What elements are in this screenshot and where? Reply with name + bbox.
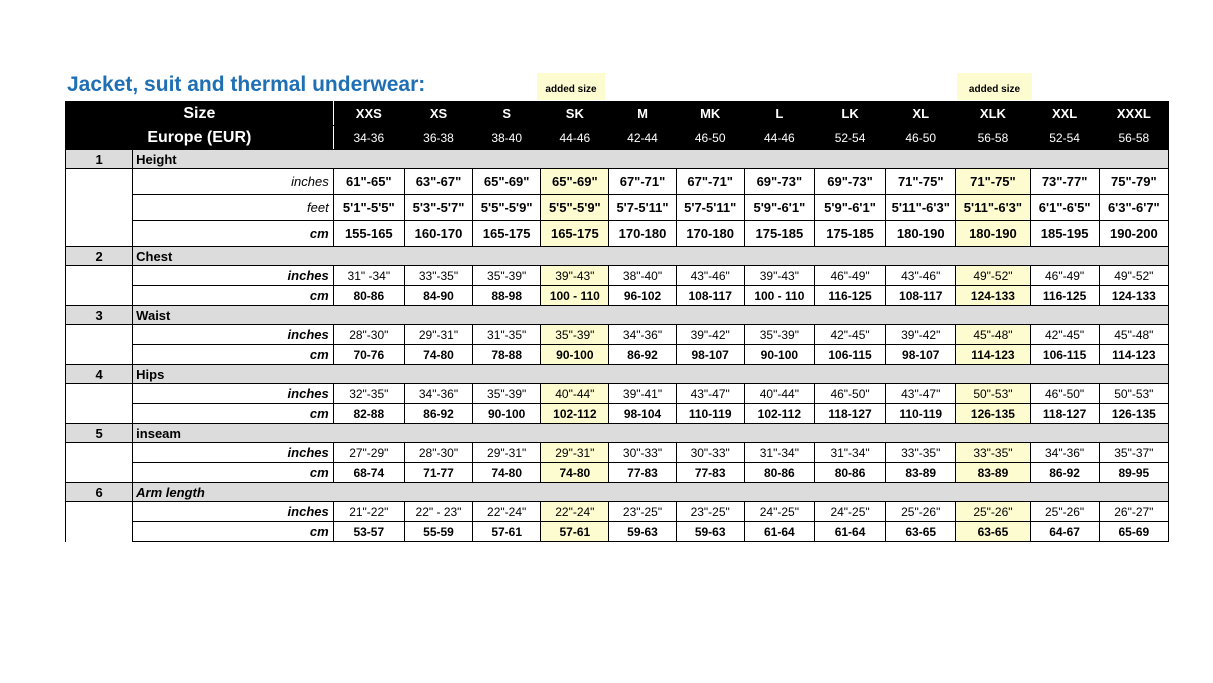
value-cell: 23"-25" xyxy=(676,502,744,522)
unit-label: inches xyxy=(133,266,334,286)
value-cell: 74-80 xyxy=(404,345,472,365)
value-cell: 83-89 xyxy=(886,463,956,483)
value-cell: 126-135 xyxy=(1099,404,1168,424)
eur-size-xxxl: 56-58 xyxy=(1099,126,1168,150)
value-cell: 45"-48" xyxy=(956,325,1030,345)
value-cell: 175-185 xyxy=(814,221,885,247)
size-xxxl: XXXL xyxy=(1099,102,1168,126)
value-cell: 63-65 xyxy=(956,522,1030,542)
unit-label: inches xyxy=(133,169,334,195)
size-header-label: Size xyxy=(66,102,334,126)
value-cell: 25"-26" xyxy=(886,502,956,522)
value-cell: 74-80 xyxy=(473,463,541,483)
value-cell: 5'3"-5'7" xyxy=(404,195,472,221)
value-cell: 114-123 xyxy=(956,345,1030,365)
value-cell: 63-65 xyxy=(886,522,956,542)
europe-header-label: Europe (EUR) xyxy=(66,126,334,150)
eur-size-mk: 46-50 xyxy=(676,126,744,150)
value-cell: 84-90 xyxy=(404,286,472,306)
value-cell: 102-112 xyxy=(744,404,814,424)
section-header-row xyxy=(66,150,1169,169)
value-cell: 5'11"-6'3" xyxy=(956,195,1030,221)
value-cell: 42"-45" xyxy=(1030,325,1099,345)
section-name: Waist xyxy=(133,306,1169,325)
unit-label: cm xyxy=(133,404,334,424)
value-cell: 67"-71" xyxy=(676,169,744,195)
value-cell: 29"-31" xyxy=(473,443,541,463)
row-number-blank xyxy=(66,325,133,345)
value-cell: 90-100 xyxy=(473,404,541,424)
value-cell: 90-100 xyxy=(541,345,609,365)
value-cell: 82-88 xyxy=(333,404,404,424)
table-row xyxy=(66,463,1169,483)
unit-label: cm xyxy=(133,286,334,306)
added-size-label-sk: added size xyxy=(537,73,605,100)
table-row xyxy=(66,286,1169,306)
table-row xyxy=(66,169,1169,195)
value-cell: 5'9"-6'1" xyxy=(814,195,885,221)
value-cell: 55-59 xyxy=(404,522,472,542)
value-cell: 24"-25" xyxy=(814,502,885,522)
value-cell: 23"-25" xyxy=(609,502,676,522)
value-cell: 116-125 xyxy=(814,286,885,306)
value-cell: 22" - 23" xyxy=(404,502,472,522)
value-cell: 25"-26" xyxy=(1030,502,1099,522)
added-size-label-xlk: added size xyxy=(957,73,1032,100)
value-cell: 31"-34" xyxy=(744,443,814,463)
value-cell: 59-63 xyxy=(676,522,744,542)
value-cell: 69"-73" xyxy=(814,169,885,195)
value-cell: 106-115 xyxy=(814,345,885,365)
value-cell: 190-200 xyxy=(1099,221,1168,247)
table-row xyxy=(66,384,1169,404)
row-number-blank xyxy=(66,404,133,424)
table-row xyxy=(66,502,1169,522)
value-cell: 90-100 xyxy=(744,345,814,365)
table-row xyxy=(66,443,1169,463)
value-cell: 22"-24" xyxy=(473,502,541,522)
value-cell: 98-107 xyxy=(676,345,744,365)
value-cell: 57-61 xyxy=(473,522,541,542)
value-cell: 5'7-5'11" xyxy=(676,195,744,221)
row-number-blank xyxy=(66,169,133,195)
size-xs: XS xyxy=(404,102,472,126)
value-cell: 98-107 xyxy=(886,345,956,365)
value-cell: 46"-49" xyxy=(1030,266,1099,286)
value-cell: 33"-35" xyxy=(956,443,1030,463)
value-cell: 106-115 xyxy=(1030,345,1099,365)
row-number-blank xyxy=(66,384,133,404)
eur-size-xlk: 56-58 xyxy=(956,126,1030,150)
value-cell: 39"-42" xyxy=(676,325,744,345)
value-cell: 61"-65" xyxy=(333,169,404,195)
value-cell: 116-125 xyxy=(1030,286,1099,306)
unit-label: cm xyxy=(133,221,334,247)
value-cell: 86-92 xyxy=(609,345,676,365)
value-cell: 70-76 xyxy=(333,345,404,365)
value-cell: 43"-47" xyxy=(676,384,744,404)
value-cell: 175-185 xyxy=(744,221,814,247)
value-cell: 45"-48" xyxy=(1099,325,1168,345)
value-cell: 6'3"-6'7" xyxy=(1099,195,1168,221)
size-xl: XL xyxy=(886,102,956,126)
table-row xyxy=(66,195,1169,221)
eur-size-lk: 52-54 xyxy=(814,126,885,150)
row-number-blank xyxy=(66,195,133,221)
value-cell: 35"-39" xyxy=(473,266,541,286)
value-cell: 49"-52" xyxy=(956,266,1030,286)
value-cell: 83-89 xyxy=(956,463,1030,483)
value-cell: 65"-69" xyxy=(473,169,541,195)
value-cell: 165-175 xyxy=(541,221,609,247)
value-cell: 89-95 xyxy=(1099,463,1168,483)
value-cell: 46"-49" xyxy=(814,266,885,286)
value-cell: 65"-69" xyxy=(541,169,609,195)
size-m: M xyxy=(609,102,676,126)
value-cell: 74-80 xyxy=(541,463,609,483)
row-number-blank xyxy=(66,345,133,365)
value-cell: 33"-35" xyxy=(404,266,472,286)
value-cell: 77-83 xyxy=(609,463,676,483)
value-cell: 71"-75" xyxy=(956,169,1030,195)
value-cell: 21"-22" xyxy=(333,502,404,522)
value-cell: 57-61 xyxy=(541,522,609,542)
row-number-blank xyxy=(66,502,133,522)
size-mk: MK xyxy=(676,102,744,126)
table-row xyxy=(66,325,1169,345)
value-cell: 35"-39" xyxy=(744,325,814,345)
value-cell: 24"-25" xyxy=(744,502,814,522)
value-cell: 25"-26" xyxy=(956,502,1030,522)
eur-size-xxs: 34-36 xyxy=(333,126,404,150)
value-cell: 96-102 xyxy=(609,286,676,306)
value-cell: 108-117 xyxy=(886,286,956,306)
value-cell: 31" -34" xyxy=(333,266,404,286)
value-cell: 50"-53" xyxy=(956,384,1030,404)
value-cell: 39"-43" xyxy=(541,266,609,286)
value-cell: 110-119 xyxy=(676,404,744,424)
row-number-blank xyxy=(66,286,133,306)
section-number: 2 xyxy=(66,247,133,266)
value-cell: 39"-41" xyxy=(609,384,676,404)
section-header-row xyxy=(66,424,1169,443)
value-cell: 110-119 xyxy=(886,404,956,424)
table-row xyxy=(66,345,1169,365)
row-number-blank xyxy=(66,221,133,247)
value-cell: 65-69 xyxy=(1099,522,1168,542)
value-cell: 29"-31" xyxy=(541,443,609,463)
value-cell: 43"-46" xyxy=(886,266,956,286)
section-number: 5 xyxy=(66,424,133,443)
section-number: 4 xyxy=(66,365,133,384)
value-cell: 77-83 xyxy=(676,463,744,483)
size-l: L xyxy=(744,102,814,126)
value-cell: 165-175 xyxy=(473,221,541,247)
eur-size-m: 42-44 xyxy=(609,126,676,150)
unit-label: inches xyxy=(133,384,334,404)
value-cell: 71-77 xyxy=(404,463,472,483)
value-cell: 43"-47" xyxy=(886,384,956,404)
value-cell: 6'1"-6'5" xyxy=(1030,195,1099,221)
row-number-blank xyxy=(66,266,133,286)
value-cell: 86-92 xyxy=(404,404,472,424)
table-row xyxy=(66,221,1169,247)
value-cell: 100 - 110 xyxy=(744,286,814,306)
value-cell: 180-190 xyxy=(886,221,956,247)
value-cell: 31"-35" xyxy=(473,325,541,345)
eur-size-xs: 36-38 xyxy=(404,126,472,150)
size-header-row xyxy=(66,102,1169,126)
unit-label: inches xyxy=(133,443,334,463)
europe-header-row xyxy=(66,126,1169,150)
value-cell: 38"-40" xyxy=(609,266,676,286)
value-cell: 30"-33" xyxy=(676,443,744,463)
section-header-row xyxy=(66,365,1169,384)
value-cell: 5'5"-5'9" xyxy=(473,195,541,221)
value-cell: 34"-36" xyxy=(404,384,472,404)
value-cell: 5'1"-5'5" xyxy=(333,195,404,221)
value-cell: 71"-75" xyxy=(886,169,956,195)
section-name: Chest xyxy=(133,247,1169,266)
value-cell: 5'11"-6'3" xyxy=(886,195,956,221)
unit-label: cm xyxy=(133,522,334,542)
size-lk: LK xyxy=(814,102,885,126)
value-cell: 69"-73" xyxy=(744,169,814,195)
value-cell: 32"-35" xyxy=(333,384,404,404)
value-cell: 170-180 xyxy=(676,221,744,247)
value-cell: 98-104 xyxy=(609,404,676,424)
value-cell: 170-180 xyxy=(609,221,676,247)
table-row xyxy=(66,266,1169,286)
value-cell: 80-86 xyxy=(744,463,814,483)
unit-label: cm xyxy=(133,463,334,483)
unit-label: feet xyxy=(133,195,334,221)
row-number-blank xyxy=(66,443,133,463)
unit-label: cm xyxy=(133,345,334,365)
value-cell: 185-195 xyxy=(1030,221,1099,247)
value-cell: 5'7-5'11" xyxy=(609,195,676,221)
row-number-blank xyxy=(66,463,133,483)
unit-label: inches xyxy=(133,325,334,345)
value-cell: 40"-44" xyxy=(744,384,814,404)
value-cell: 46"-50" xyxy=(814,384,885,404)
size-chart-table xyxy=(65,101,1169,542)
section-number: 6 xyxy=(66,483,133,502)
value-cell: 26"-27" xyxy=(1099,502,1168,522)
value-cell: 114-123 xyxy=(1099,345,1168,365)
value-cell: 5'9"-6'1" xyxy=(744,195,814,221)
eur-size-xxl: 52-54 xyxy=(1030,126,1099,150)
section-number: 3 xyxy=(66,306,133,325)
size-sk: SK xyxy=(541,102,609,126)
section-header-row xyxy=(66,247,1169,266)
value-cell: 29"-31" xyxy=(404,325,472,345)
value-cell: 80-86 xyxy=(333,286,404,306)
value-cell: 39"-42" xyxy=(886,325,956,345)
eur-size-sk: 44-46 xyxy=(541,126,609,150)
section-name: Hips xyxy=(133,365,1169,384)
size-xxl: XXL xyxy=(1030,102,1099,126)
size-s: S xyxy=(473,102,541,126)
value-cell: 31"-34" xyxy=(814,443,885,463)
value-cell: 61-64 xyxy=(744,522,814,542)
value-cell: 50"-53" xyxy=(1099,384,1168,404)
value-cell: 63"-67" xyxy=(404,169,472,195)
value-cell: 108-117 xyxy=(676,286,744,306)
value-cell: 49"-52" xyxy=(1099,266,1168,286)
value-cell: 64-67 xyxy=(1030,522,1099,542)
value-cell: 68-74 xyxy=(333,463,404,483)
value-cell: 42"-45" xyxy=(814,325,885,345)
value-cell: 180-190 xyxy=(956,221,1030,247)
value-cell: 67"-71" xyxy=(609,169,676,195)
table-row xyxy=(66,522,1169,542)
value-cell: 34"-36" xyxy=(1030,443,1099,463)
value-cell: 5'5"-5'9" xyxy=(541,195,609,221)
size-xlk: XLK xyxy=(956,102,1030,126)
row-number-blank xyxy=(66,522,133,542)
section-header-row xyxy=(66,483,1169,502)
value-cell: 75"-79" xyxy=(1099,169,1168,195)
value-cell: 27"-29" xyxy=(333,443,404,463)
page-title: Jacket, suit and thermal underwear: xyxy=(67,73,426,96)
table-row xyxy=(66,404,1169,424)
size-xxs: XXS xyxy=(333,102,404,126)
value-cell: 59-63 xyxy=(609,522,676,542)
value-cell: 118-127 xyxy=(1030,404,1099,424)
value-cell: 124-133 xyxy=(956,286,1030,306)
value-cell: 28"-30" xyxy=(333,325,404,345)
value-cell: 100 - 110 xyxy=(541,286,609,306)
value-cell: 126-135 xyxy=(956,404,1030,424)
value-cell: 35"-39" xyxy=(473,384,541,404)
value-cell: 118-127 xyxy=(814,404,885,424)
section-header-row xyxy=(66,306,1169,325)
value-cell: 88-98 xyxy=(473,286,541,306)
value-cell: 61-64 xyxy=(814,522,885,542)
value-cell: 35"-37" xyxy=(1099,443,1168,463)
value-cell: 30"-33" xyxy=(609,443,676,463)
value-cell: 124-133 xyxy=(1099,286,1168,306)
value-cell: 22"-24" xyxy=(541,502,609,522)
eur-size-s: 38-40 xyxy=(473,126,541,150)
eur-size-l: 44-46 xyxy=(744,126,814,150)
unit-label: inches xyxy=(133,502,334,522)
value-cell: 34"-36" xyxy=(609,325,676,345)
value-cell: 43"-46" xyxy=(676,266,744,286)
value-cell: 40"-44" xyxy=(541,384,609,404)
value-cell: 33"-35" xyxy=(886,443,956,463)
section-number: 1 xyxy=(66,150,133,169)
value-cell: 80-86 xyxy=(814,463,885,483)
value-cell: 39"-43" xyxy=(744,266,814,286)
value-cell: 102-112 xyxy=(541,404,609,424)
value-cell: 78-88 xyxy=(473,345,541,365)
section-name: Height xyxy=(133,150,1169,169)
value-cell: 73"-77" xyxy=(1030,169,1099,195)
value-cell: 86-92 xyxy=(1030,463,1099,483)
value-cell: 46"-50" xyxy=(1030,384,1099,404)
section-name: inseam xyxy=(133,424,1169,443)
value-cell: 160-170 xyxy=(404,221,472,247)
value-cell: 35"-39" xyxy=(541,325,609,345)
eur-size-xl: 46-50 xyxy=(886,126,956,150)
value-cell: 53-57 xyxy=(333,522,404,542)
value-cell: 155-165 xyxy=(333,221,404,247)
value-cell: 28"-30" xyxy=(404,443,472,463)
section-name: Arm length xyxy=(133,483,1169,502)
